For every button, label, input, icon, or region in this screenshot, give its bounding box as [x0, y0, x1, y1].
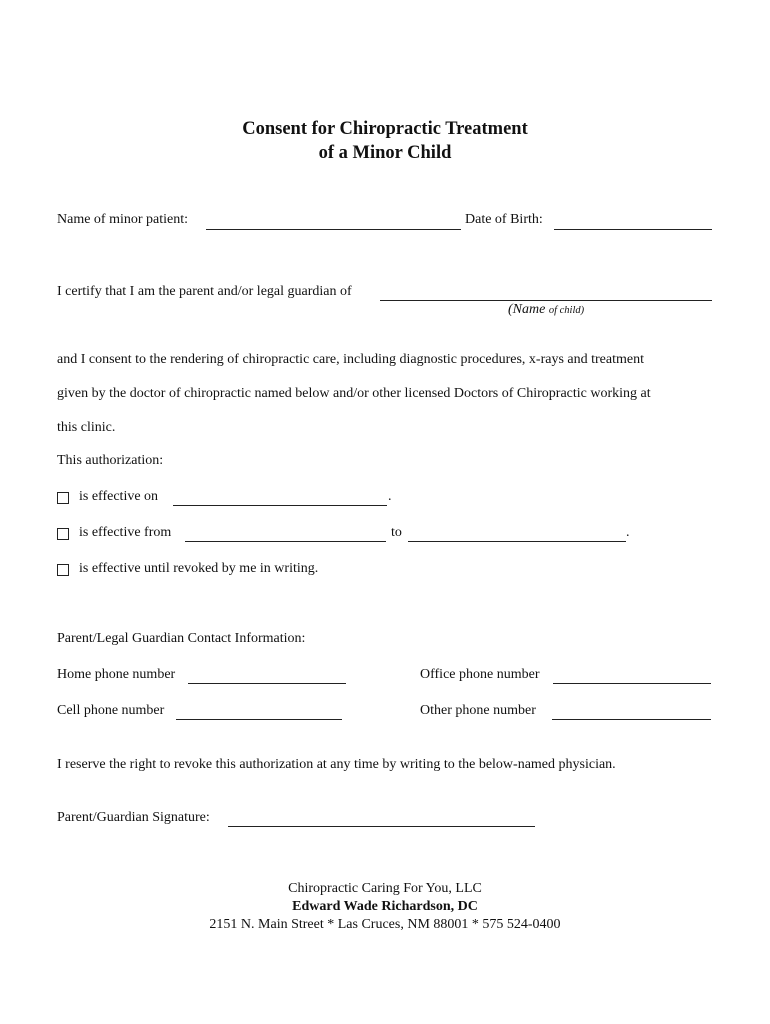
- cell-phone-field[interactable]: [176, 719, 342, 720]
- office-phone-field[interactable]: [553, 683, 711, 684]
- effective-to-period: .: [626, 525, 630, 540]
- office-phone-label: Office phone number: [420, 667, 540, 682]
- child-name-note: [508, 302, 584, 318]
- date-of-birth-label: Date of Birth:: [465, 212, 543, 227]
- consent-text-line-1: and I consent to the rendering of chiropractic care, including diagnostic procedures, x-rays and treatment: [57, 352, 644, 367]
- child-name-note-small: of child): [548, 305, 585, 316]
- contact-heading: Parent/Legal Guardian Contact Information:: [57, 631, 306, 646]
- effective-on-checkbox[interactable]: [57, 492, 69, 504]
- signature-field[interactable]: [228, 826, 535, 827]
- until-revoked-checkbox[interactable]: [57, 564, 69, 576]
- consent-text-line-2: given by the doctor of chiropractic named below and/or other licensed Doctors of Chiropractic working at: [57, 386, 651, 401]
- cell-phone-label: Cell phone number: [57, 703, 165, 718]
- effective-from-label: is effective from: [79, 525, 172, 540]
- date-of-birth-field[interactable]: [554, 229, 712, 230]
- form-title-line-2: of a Minor Child: [318, 143, 452, 163]
- footer-doctor: Edward Wade Richardson, DC: [292, 899, 478, 914]
- signature-label: Parent/Guardian Signature:: [57, 810, 210, 825]
- footer-address: 2151 N. Main Street * Las Cruces, NM 88001 * 575 524-0400: [209, 917, 561, 932]
- patient-name-label: Name of minor patient:: [57, 212, 189, 227]
- effective-on-date-field[interactable]: [173, 505, 387, 506]
- authorization-heading: This authorization:: [57, 453, 164, 468]
- child-name-field[interactable]: [380, 300, 712, 301]
- other-phone-field[interactable]: [552, 719, 711, 720]
- other-phone-label: Other phone number: [420, 703, 536, 718]
- form-title-line-1: Consent for Chiropractic Treatment: [242, 119, 528, 139]
- home-phone-label: Home phone number: [57, 667, 176, 682]
- consent-text-line-3: this clinic.: [57, 420, 116, 435]
- until-revoked-label: is effective until revoked by me in writing.: [79, 561, 319, 576]
- effective-from-checkbox[interactable]: [57, 528, 69, 540]
- home-phone-field[interactable]: [188, 683, 346, 684]
- effective-to-date-field[interactable]: [408, 541, 626, 542]
- footer-company: Chiropractic Caring For You, LLC: [288, 881, 482, 896]
- child-name-note-main: (Name: [508, 302, 546, 317]
- effective-from-date-field[interactable]: [185, 541, 386, 542]
- effective-on-label: is effective on: [79, 489, 159, 504]
- effective-to-label: to: [391, 525, 402, 540]
- patient-name-field[interactable]: [206, 229, 461, 230]
- effective-on-period: .: [388, 489, 392, 504]
- revoke-statement: I reserve the right to revoke this authorization at any time by writing to the below-named physician.: [57, 757, 616, 772]
- certify-text: I certify that I am the parent and/or legal guardian of: [57, 284, 352, 299]
